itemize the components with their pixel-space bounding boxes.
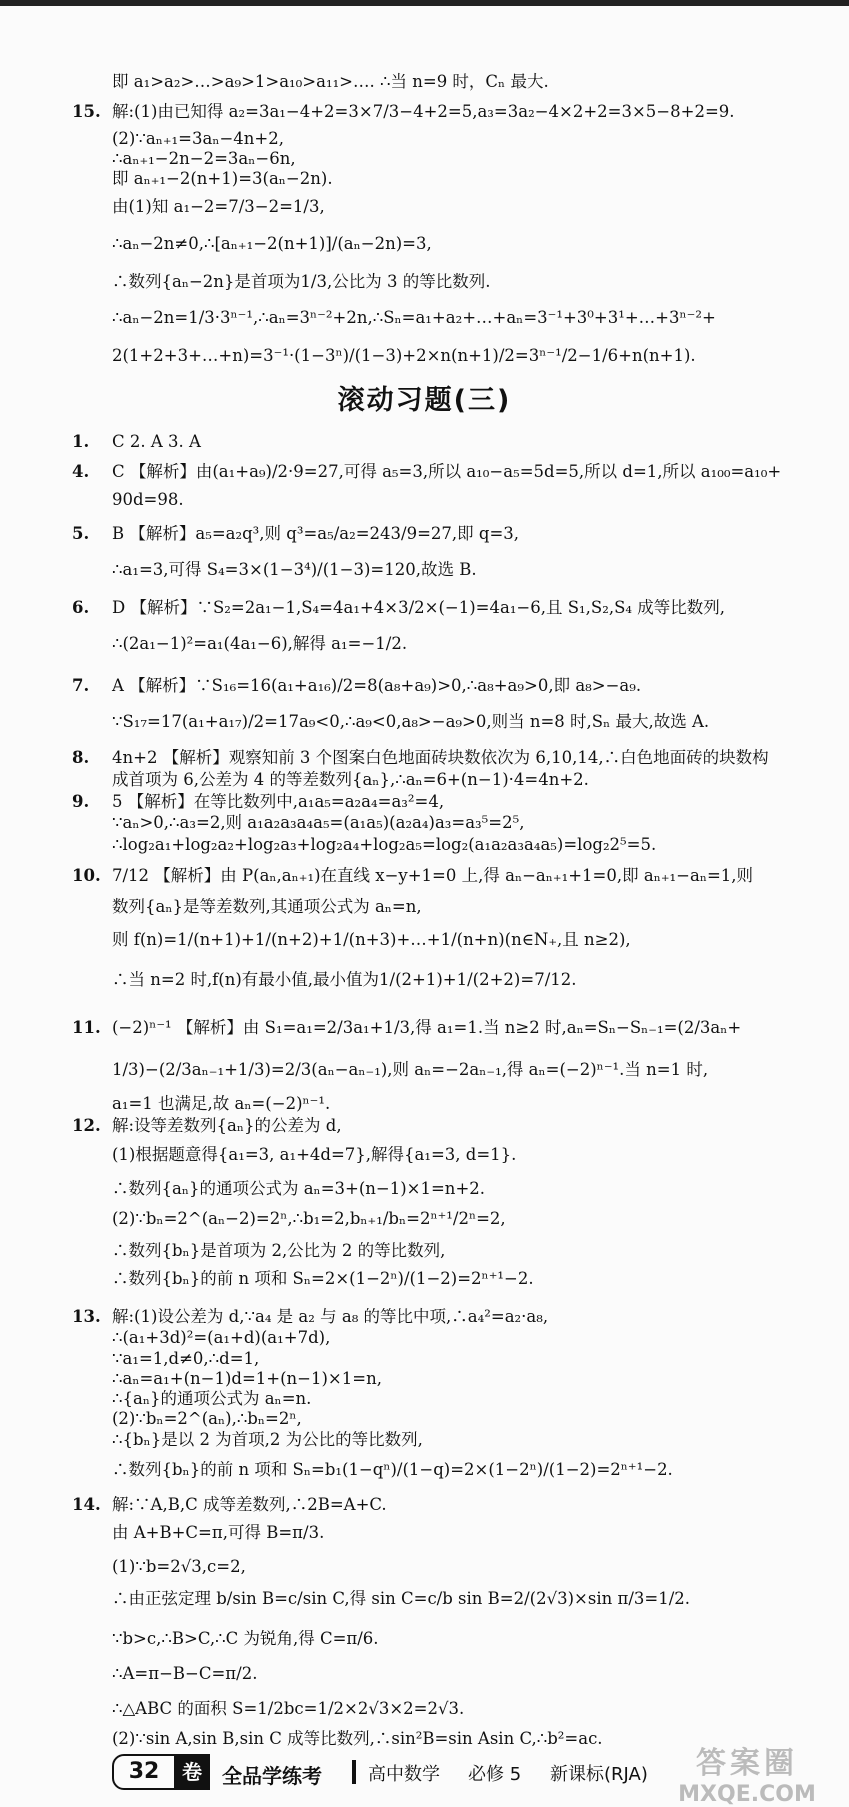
text-line (112, 1627, 843, 1651)
text-line (112, 632, 843, 656)
text-line (112, 968, 843, 992)
line-text: ∴{aₙ}的通项公式为 aₙ=n. (112, 1389, 312, 1408)
problem-number: 14. (72, 1495, 101, 1514)
line-text: 即 a₁>a₂>…>a₉>1>a₁₀>a₁₁>…. ∴当 n=9 时，Cₙ 最大. (112, 72, 549, 91)
line-text: ∴(a₁+3d)²=(a₁+d)(a₁+7d), (112, 1328, 331, 1347)
text-line (72, 430, 843, 454)
line-text: (−2)ⁿ⁻¹ 【解析】由 S₁=a₁=2/3a₁+1/3,得 a₁=1.当 n≥2 时,aₙ=Sₙ−Sₙ₋₁=(2/3aₙ+ (112, 1018, 742, 1037)
text-line (72, 1493, 843, 1517)
juan-badge: 卷 (174, 1754, 210, 1790)
line-text: 4n+2 【解析】观察知前 3 个图案白色地面砖块数依次为 6,10,14,∴白色地面砖的块数构 (112, 748, 769, 767)
line-text: 90d=98. (112, 490, 184, 509)
line-text: ∴数列{aₙ−2n}是首项为1/3,公比为 3 的等比数列. (112, 272, 491, 291)
text-line (112, 1458, 843, 1482)
section-title: 滚动习题(三) (337, 385, 512, 416)
line-text: C 2. A 3. A (112, 432, 201, 451)
line-text: ∵S₁₇=17(a₁+a₁₇)/2=17a₉<0,∴a₉<0,a₈>−a₉>0,则当 n=8 时,Sₙ 最大,故选 A. (112, 712, 710, 731)
line-text: ∴log₂a₁+log₂a₂+log₂a₃+log₂a₄+log₂a₅=log₂(a₁a₂a₃a₄a₅)=log₂2⁵=5. (112, 835, 657, 854)
line-text: 7/12 【解析】由 P(aₙ,aₙ₊₁)在直线 x−y+1=0 上,得 aₙ−aₙ₊₁+1=0,即 aₙ₊₁−aₙ=1,则 (112, 866, 754, 885)
text-line (112, 1239, 843, 1263)
line-text: ∴A=π−B−C=π/2. (112, 1664, 258, 1683)
text-line (112, 195, 843, 219)
line-text: 解:∵A,B,C 成等差数列,∴2B=A+C. (112, 1495, 387, 1514)
line-text: (1)根据题意得{a₁=3, a₁+4d=7},解得{a₁=3, d=1}. (112, 1145, 517, 1164)
text-line (112, 270, 843, 294)
line-text: 数列{aₙ}是等差数列,其通项公式为 aₙ=n, (112, 897, 422, 916)
text-line (112, 1207, 843, 1231)
text-line (112, 1521, 843, 1545)
line-text: ∴(2a₁−1)²=a₁(4a₁−6),解得 a₁=−1/2. (112, 634, 408, 653)
problem-number: 12. (72, 1116, 101, 1135)
problem-number: 10. (72, 866, 101, 885)
line-text: ∴a₁=3,可得 S₄=3×(1−3⁴)/(1−3)=120,故选 B. (112, 560, 477, 579)
text-line (72, 460, 843, 484)
problem-number: 6. (72, 598, 90, 617)
line-text: ∴数列{bₙ}的前 n 项和 Sₙ=2×(1−2ⁿ)/(1−2)=2ⁿ⁺¹−2. (112, 1269, 534, 1288)
line-text: 由 A+B+C=π,可得 B=π/3. (112, 1523, 325, 1542)
line-text: 即 aₙ₊₁−2(n+1)=3(aₙ−2n). (112, 169, 333, 188)
text-line (112, 1143, 843, 1167)
line-text: 成首项为 6,公差为 4 的等差数列{aₙ},∴aₙ=6+(n−1)·4=4n+2. (112, 770, 589, 789)
top-edge-bar (0, 0, 849, 6)
text-line (112, 895, 843, 919)
text-line (112, 768, 843, 792)
problem-number: 13. (72, 1307, 101, 1326)
line-text: ∵a₁=1,d≠0,∴d=1, (112, 1349, 260, 1368)
line-text: D 【解析】∵S₂=2a₁−1,S₄=4a₁+4×3/2×(−1)=4a₁−6,且 S₁,S₂,S₄ 成等比数列, (112, 598, 725, 617)
line-text: ∴aₙ₊₁−2n−2=3aₙ−6n, (112, 149, 296, 168)
problem-number: 4. (72, 462, 90, 481)
text-line (72, 864, 843, 888)
line-text: ∵b>c,∴B>C,∴C 为锐角,得 C=π/6. (112, 1629, 379, 1648)
problem-number: 11. (72, 1018, 101, 1037)
brand-name: 全品学练考 (222, 1764, 322, 1788)
text-line (112, 1587, 843, 1611)
line-text: 则 f(n)=1/(n+1)+1/(n+2)+1/(n+3)+…+1/(n+n)(n∈N₊,且 n≥2), (112, 930, 631, 949)
line-text: ∴数列{bₙ}的前 n 项和 Sₙ=b₁(1−qⁿ)/(1−q)=2×(1−2ⁿ)/(1−2)=2ⁿ⁺¹−2. (112, 1460, 673, 1479)
problem-number: 8. (72, 748, 90, 767)
problem-number: 15. (72, 102, 101, 121)
text-line (72, 1114, 843, 1138)
text-line (112, 1267, 843, 1291)
problem-number: 7. (72, 676, 90, 695)
text-line (112, 306, 843, 330)
line-text: ∴数列{aₙ}的通项公式为 aₙ=3+(n−1)×1=n+2. (112, 1179, 486, 1198)
line-text: a₁=1 也满足,故 aₙ=(−2)ⁿ⁻¹. (112, 1094, 331, 1113)
line-text: 5 【解析】在等比数列中,a₁a₅=a₂a₄=a₃²=4, (112, 792, 445, 811)
line-text: (2)∵aₙ₊₁=3aₙ−4n+2, (112, 129, 284, 148)
problem-number: 1. (72, 432, 90, 451)
text-line (112, 1662, 843, 1686)
line-text: 解:(1)由已知得 a₂=3a₁−4+2=3×7/3−4+2=5,a₃=3a₂−4×2+2=3×5−8+2=9. (112, 102, 735, 121)
line-text: ∴aₙ=a₁+(n−1)d=1+(n−1)×1=n, (112, 1369, 382, 1388)
watermark-logo (657, 1738, 837, 1807)
line-text: ∴aₙ−2n=1/3·3ⁿ⁻¹,∴aₙ=3ⁿ⁻²+2n,∴Sₙ=a₁+a₂+…+aₙ=3⁻¹+3⁰+3¹+…+3ⁿ⁻²+ (112, 308, 716, 327)
line-text: B 【解析】a₅=a₂q³,则 q³=a₅/a₂=243/9=27,即 q=3, (112, 524, 520, 543)
line-text: 2(1+2+3+…+n)=3⁻¹·(1−3ⁿ)/(1−3)+2×n(n+1)/2=3ⁿ⁻¹/2−1/6+n(n+1). (112, 346, 696, 365)
line-text: ∵aₙ>0,∴a₃=2,则 a₁a₂a₃a₄a₅=(a₁a₅)(a₂a₄)a₃=a₃⁵=2⁵, (112, 813, 525, 832)
line-text: ∴数列{bₙ}是首项为 2,公比为 2 的等比数列, (112, 1241, 446, 1260)
text-line (112, 167, 843, 191)
line-text: 由(1)知 a₁−2=7/3−2=1/3, (112, 197, 325, 216)
subject-label: 高中数学 (368, 1764, 440, 1785)
line-text: (2)∵bₙ=2^(aₙ),∴bₙ=2ⁿ, (112, 1409, 302, 1428)
text-line (72, 1016, 843, 1040)
book-label: 必修 5 (468, 1764, 522, 1785)
text-line (112, 70, 843, 94)
line-text: (2)∵bₙ=2^(aₙ−2)=2ⁿ,∴b₁=2,bₙ₊₁/bₙ=2ⁿ⁺¹/2ⁿ=2, (112, 1209, 506, 1228)
watermark-text: 答案圈 (696, 1746, 798, 1781)
text-line (112, 1428, 843, 1452)
text-line (112, 1058, 843, 1082)
line-text: 解:设等差数列{aₙ}的公差为 d, (112, 1116, 342, 1135)
line-text: ∴当 n=2 时,f(n)有最小值,最小值为1/(2+1)+1/(2+2)=7/12. (112, 970, 577, 989)
text-line (72, 674, 843, 698)
text-line (72, 100, 843, 124)
watermark-url: MXQE.COM (678, 1782, 816, 1807)
text-line (112, 1092, 843, 1116)
text-line (112, 1177, 843, 1201)
problem-number: 9. (72, 792, 90, 811)
text-line (112, 232, 843, 256)
text-line (112, 833, 843, 857)
line-text: ∴aₙ−2n≠0,∴[aₙ₊₁−2(n+1)]/(aₙ−2n)=3, (112, 234, 432, 253)
line-text: C 【解析】由(a₁+a₉)/2·9=27,可得 a₅=3,所以 a₁₀−a₅=5d=5,所以 d=1,所以 a₁₀₀=a₁₀+ (112, 462, 782, 481)
text-line (112, 1697, 843, 1721)
line-text: 1/3)−(2/3aₙ₋₁+1/3)=2/3(aₙ−aₙ₋₁),则 aₙ=−2aₙ₋₁,得 aₙ=(−2)ⁿ⁻¹.当 n=1 时, (112, 1060, 709, 1079)
footer-separator (352, 1760, 356, 1784)
text-line (112, 488, 843, 512)
line-text: ∴{bₙ}是以 2 为首项,2 为公比的等比数列, (112, 1430, 423, 1449)
text-line (72, 522, 843, 546)
text-line (112, 1555, 843, 1579)
text-line (72, 746, 843, 770)
problem-number: 5. (72, 524, 90, 543)
text-line (72, 596, 843, 620)
line-text: A 【解析】∵S₁₆=16(a₁+a₁₆)/2=8(a₈+a₉)>0,∴a₈+a₉>0,即 a₈>−a₉. (112, 676, 642, 695)
text-line (112, 811, 843, 835)
edition-label: 新课标(RJA) (550, 1764, 648, 1785)
line-text: ∴由正弦定理 b/sin B=c/sin C,得 sin C=c/b sin B=2/(2√3)×sin π/3=1/2. (112, 1589, 691, 1608)
text-line (112, 558, 843, 582)
text-line (112, 710, 843, 734)
text-line (112, 928, 843, 952)
page-number: 32 (112, 1754, 176, 1790)
line-text: 解:(1)设公差为 d,∵a₄ 是 a₂ 与 a₈ 的等比中项,∴a₄²=a₂·a₈, (112, 1307, 549, 1326)
text-line (112, 344, 843, 368)
line-text: (2)∵sin A,sin B,sin C 成等比数列,∴sin²B=sin Asin C,∴b²=ac. (112, 1729, 603, 1748)
line-text: ∴△ABC 的面积 S=1/2bc=1/2×2√3×2=2√3. (112, 1699, 465, 1718)
line-text: (1)∵b=2√3,c=2, (112, 1557, 246, 1576)
